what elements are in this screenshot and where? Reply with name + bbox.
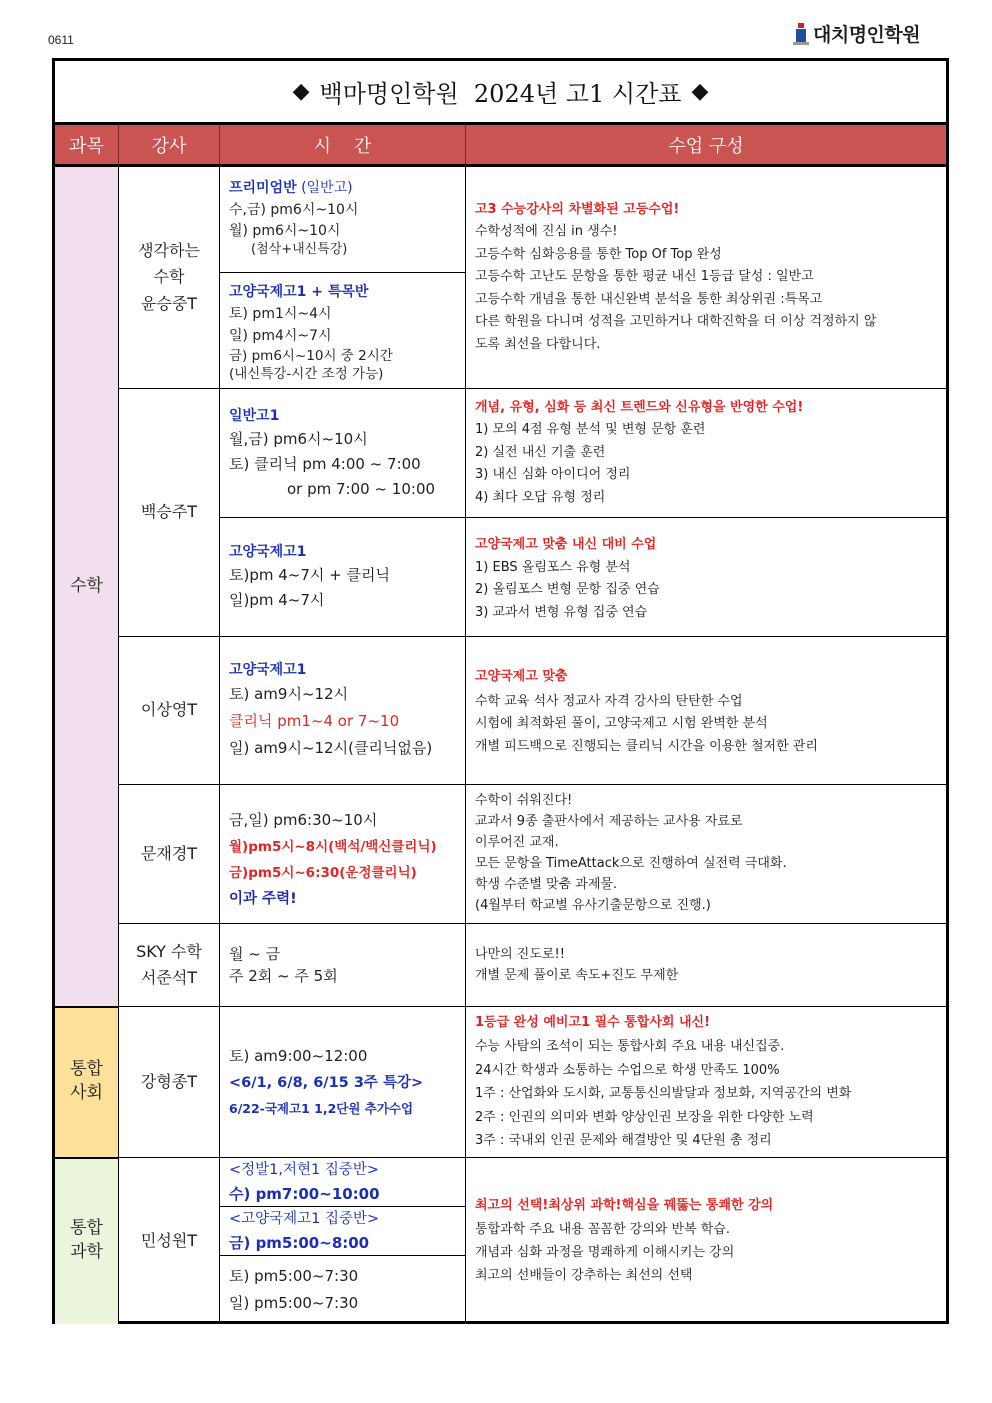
subject-label: 통합 [70, 1218, 103, 1239]
schedule-line: 월 ~ 금 [229, 945, 281, 963]
teacher-name: 문재경T [140, 843, 198, 863]
time-baek-general [220, 389, 466, 518]
description-line: 다른 학원을 다니며 성적을 고민하거나 대학진학을 더 이상 걱정하지 않 [475, 314, 877, 330]
column-header-teacher: 강사 [119, 125, 220, 164]
teacher-lee [119, 637, 220, 785]
description-yoon [466, 167, 946, 389]
group-divider [55, 1006, 119, 1008]
description-kang [466, 1007, 946, 1158]
class-heading-suffix: (일반고) [296, 180, 353, 196]
description-line: 도록 최선을 다합니다. [475, 336, 601, 352]
description-line: 2) 올림포스 변형 문항 집중 연습 [475, 582, 660, 597]
description-line: 수학이 쉬워진다! [475, 793, 573, 808]
teacher-seo [119, 924, 220, 1007]
time-kang [220, 1007, 466, 1158]
time-baek-goyang [220, 518, 466, 637]
time-yoon-special [220, 273, 466, 389]
schedule-line: 일) am9시~12시(클리닉없음) [229, 739, 433, 757]
description-line: 3주 : 국내외 인권 문제와 해결방안 및 4단원 총 정리 [475, 1133, 772, 1148]
description-line: 수학 교육 석사 정교사 자격 강사의 탄탄한 수업 [475, 693, 743, 709]
class-heading: 고양국제고1 + 특목반 [229, 284, 369, 300]
schedule-line: 월,금) pm6시~10시 [229, 429, 368, 448]
description-headline: 고양국제고 맞춤 [475, 668, 568, 684]
description-line: (4월부터 학교별 유사기출문항으로 진행.) [475, 898, 711, 913]
schedule-line: 일) pm5:00~7:30 [229, 1294, 359, 1312]
special-lecture-dates: <6/1, 6/8, 6/15 3주 특강> [229, 1075, 424, 1091]
teacher-name: 백승주T [140, 502, 198, 522]
description-line: 1주 : 산업화와 도시화, 교통통신의발달과 정보화, 지역공간의 변화 [475, 1086, 852, 1101]
teacher-name: 민성원T [140, 1230, 198, 1250]
description-line: 통합과학 주요 내용 꼼꼼한 강의와 반복 학습. [475, 1222, 730, 1237]
teacher-min [119, 1158, 220, 1324]
schedule-line: or pm 7:00 ~ 10:00 [287, 479, 436, 498]
logo-text: 대치명인학원 [813, 24, 921, 46]
time-moon [220, 785, 466, 924]
teacher-name-line: 윤승중T [140, 293, 198, 313]
description-line: 1) 모의 4점 유형 분석 및 변형 문항 훈련 [475, 422, 706, 438]
clinic-schedule: 월)pm5시~8시(백석/백신클리닉) [229, 838, 437, 855]
description-line: 수능 사탐의 조석이 되는 통합사회 주요 내용 내신집중. [475, 1039, 785, 1054]
time-seo [220, 924, 466, 1007]
schedule-line: 금) pm6시~10시 중 2시간 [229, 348, 393, 364]
description-line: 1) EBS 올림포스 유형 분석 [475, 559, 631, 575]
subject-math [55, 167, 119, 1007]
time-yoon-premium [220, 167, 466, 273]
academy-logo [793, 20, 920, 47]
description-line: 24시간 학생과 소통하는 수업으로 학생 만족도 100% [475, 1062, 780, 1078]
class-heading: 프리미엄반 [229, 180, 297, 196]
description-line: 나만의 진도로!! [475, 947, 565, 962]
description-line: 고등수학 개념을 통한 내신완벽 분석을 통한 최상위권 :특목고 [475, 291, 823, 307]
schedule-line: 토) am9시~12시 [229, 685, 349, 703]
description-moon [466, 785, 946, 924]
diamond-icon: ◆ [292, 79, 310, 104]
teacher-name-line: 서준석T [140, 968, 198, 987]
teacher-name-line: SKY 수학 [136, 941, 202, 961]
description-line: 개별 문제 풀이로 속도+진도 무제한 [475, 968, 679, 983]
subject-label: 통합 [70, 1059, 103, 1080]
description-line: 3) 내신 심화 아이디어 정리 [475, 467, 631, 483]
teacher-name: 강형종T [140, 1071, 198, 1091]
description-headline: 개념, 유형, 심화 등 최신 트렌드와 신유형을 반영한 수업! [475, 399, 804, 415]
focus-note: 이과 주력! [229, 890, 297, 907]
timetable [52, 58, 949, 1324]
description-line: 2) 실전 내신 기출 훈련 [475, 444, 606, 460]
description-line: 교과서 9종 출판사에서 제공하는 교사용 자료로 [475, 814, 743, 829]
column-header-composition: 수업 구성 [668, 135, 744, 157]
logo-mark-icon [793, 23, 809, 45]
document-code: 0611 [48, 33, 74, 47]
description-min [466, 1158, 946, 1324]
description-headline: 1등급 완성 예비고1 필수 통합사회 내신! [475, 1015, 711, 1030]
schedule-note: (첨삭+내신특강) [251, 242, 348, 257]
schedule-line: 금,일) pm6:30~10시 [229, 810, 378, 829]
description-line: 3) 교과서 변형 유형 집중 연습 [475, 604, 648, 620]
schedule-line: 일) pm4시~7시 [229, 328, 332, 344]
class-heading: 고양국제고1 [229, 544, 307, 560]
description-line: 학생 수준별 맞춤 과제물. [475, 877, 618, 892]
column-header-row [55, 125, 946, 167]
teacher-name-line: 수학 [153, 267, 185, 287]
description-baek-general [466, 389, 946, 518]
description-baek-goyang [466, 518, 946, 637]
subject-label: 사회 [70, 1083, 103, 1103]
time-lee [220, 637, 466, 785]
description-lee [466, 637, 946, 785]
clinic-schedule: 클리닉 pm1~4 or 7~10 [229, 712, 400, 730]
schedule-line: 토) pm1시~4시 [229, 306, 332, 322]
description-line: 시험에 최적화된 풀이, 고양국제고 시험 완벽한 분석 [475, 716, 768, 732]
class-heading: <고양국제고1 집중반> [229, 1210, 380, 1227]
description-line: 고등수학 심화응용를 통한 Top Of Top 완성 [475, 246, 722, 262]
class-heading: 일반고1 [229, 407, 280, 424]
schedule-line: 토)pm 4~7시 + 클리닉 [229, 566, 390, 584]
schedule-note: (내신특강-시간 조정 가능) [229, 366, 384, 382]
clinic-schedule: 금)pm5시~6:30(운정클리닉) [229, 864, 417, 881]
teacher-yoon [119, 167, 220, 389]
teacher-name-line: 생각하는 [138, 240, 200, 260]
teacher-moon [119, 785, 220, 924]
page-title [55, 61, 946, 125]
description-line: 이루어진 교재. [475, 835, 559, 850]
description-line: 수학성적에 진심 in 생수! [475, 224, 618, 240]
extra-class-note: 6/22-국제고1 1,2단원 추가수업 [229, 1101, 414, 1116]
description-headline: 고3 수능강사의 차별화된 고등수업! [475, 201, 680, 217]
subject-label: 과학 [70, 1242, 103, 1262]
schedule-line: 수,금) pm6시~10시 [229, 202, 359, 218]
description-line: 4) 최다 오답 유형 정리 [475, 489, 606, 505]
column-header-subject: 과목 [55, 125, 119, 164]
teacher-name: 이상영T [140, 700, 198, 720]
description-line: 고등수학 고난도 문항을 통한 평균 내신 1등급 달성 : 일반고 [475, 269, 814, 285]
time-min-goyang [220, 1207, 466, 1256]
class-heading: <정발1,저현1 집중반> [229, 1161, 380, 1178]
class-heading: 고양국제고1 [229, 662, 307, 678]
description-line: 모든 문항을 TimeAttack으로 진행하여 실전력 극대화. [475, 856, 787, 871]
time-min-weekend [220, 1256, 466, 1324]
schedule-line: 수) pm7:00~10:00 [229, 1184, 380, 1203]
diamond-icon: ◆ [691, 79, 709, 104]
description-line: 2주 : 인권의 의미와 변화 양상인권 보장을 위한 다양한 노력 [475, 1109, 814, 1125]
column-header-time: 시 간 [220, 125, 466, 164]
title-text: 백마명인학원 2024년 고1 시간표 [319, 80, 682, 108]
teacher-kang [119, 1007, 220, 1158]
group-divider [55, 1157, 119, 1159]
schedule-line: 토) am9:00~12:00 [229, 1047, 368, 1065]
schedule-line: 월) pm6시~10시 [229, 223, 341, 239]
description-line: 최고의 선배들이 강추하는 최선의 선택 [475, 1268, 693, 1283]
schedule-line: 토) pm5:00~7:30 [229, 1267, 359, 1285]
description-line: 개념과 심화 과정을 명쾌하게 이해시키는 강의 [475, 1245, 735, 1260]
subject-social [55, 1007, 119, 1158]
description-headline: 최고의 선택!최상위 과학!핵심을 꿰뚫는 통쾌한 강의 [475, 1198, 774, 1213]
schedule-line: 금) pm5:00~8:00 [229, 1233, 370, 1252]
schedule-line: 토) 클리닉 pm 4:00 ~ 7:00 [229, 454, 421, 473]
time-min-jeongbal [220, 1158, 466, 1207]
schedule-line: 주 2회 ~ 주 5회 [229, 967, 338, 985]
description-line: 개별 피드백으로 진행되는 클리닉 시간을 이용한 철저한 관리 [475, 738, 818, 754]
schedule-line: 일)pm 4~7시 [229, 591, 325, 609]
description-seo [466, 924, 946, 1007]
teacher-baek [119, 389, 220, 637]
description-headline: 고양국제고 맞춤 내신 대비 수업 [475, 537, 657, 552]
subject-science [55, 1158, 119, 1324]
subject-label: 수학 [70, 575, 103, 596]
